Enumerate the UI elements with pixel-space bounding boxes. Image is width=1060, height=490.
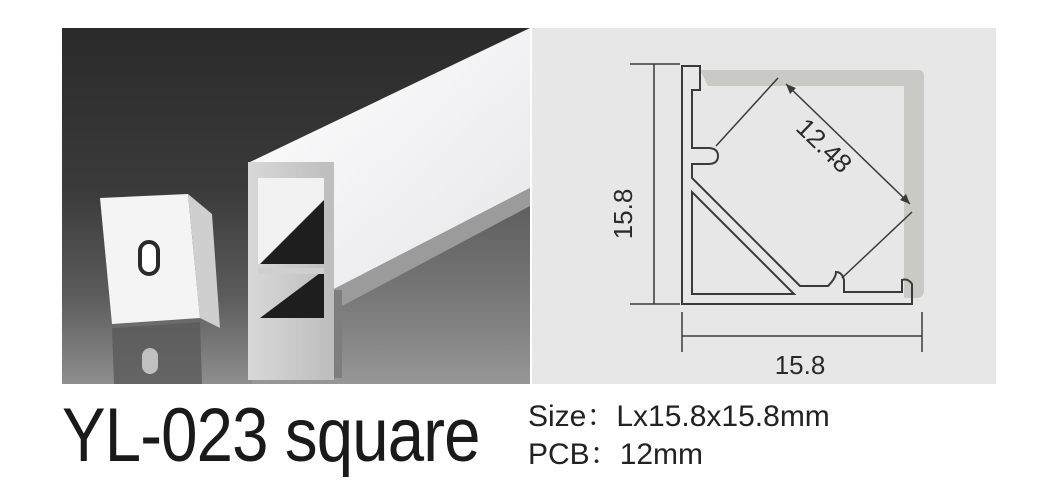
spec-pcb-label: PCB： [528, 438, 620, 471]
aluminum-profile-render [62, 28, 530, 384]
width-label: 15.8 [774, 350, 826, 380]
product-photo [62, 28, 530, 384]
spec-pcb [528, 436, 830, 474]
height-label: 15.8 [608, 188, 638, 240]
spec-size-label: Size： [528, 400, 617, 433]
spec-size-value: Lx15.8x15.8mm [616, 400, 830, 433]
diagonal-label: 12.48 [790, 112, 859, 179]
profile-cross-section [532, 28, 996, 384]
model-title: YL-023 square [62, 393, 480, 478]
profile-outline [682, 66, 912, 304]
cross-section-drawing [532, 28, 996, 384]
spec-list [528, 398, 830, 474]
spec-pcb-value: 12mm [619, 438, 704, 471]
spec-size [528, 398, 830, 436]
